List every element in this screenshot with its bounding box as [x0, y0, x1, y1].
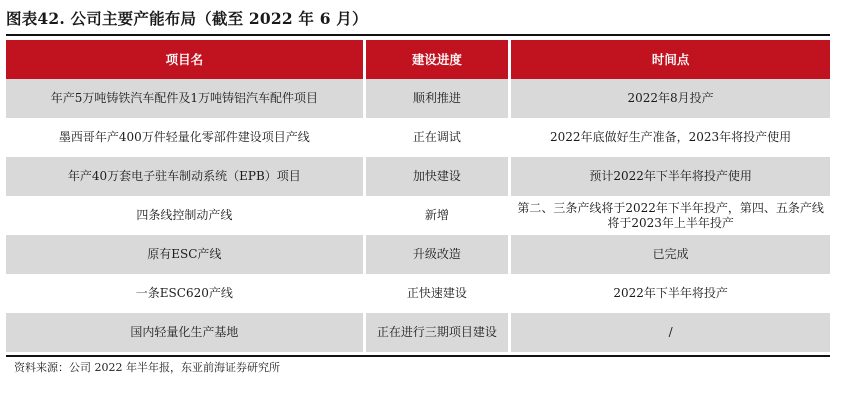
table-row	[6, 118, 830, 157]
time-cell: 2022年下半年将投产	[511, 274, 830, 313]
time-cell-line-2: 将于2023年上半年投产	[607, 215, 734, 230]
bottom-rule	[6, 355, 830, 357]
progress-cell: 升级改造	[366, 235, 508, 274]
table-row	[6, 235, 830, 274]
table-row	[6, 157, 830, 196]
progress-cell: 正快速建设	[366, 274, 508, 313]
project-name-cell: 一条ESC620产线	[6, 274, 363, 313]
capacity-table	[6, 40, 830, 352]
figure-title: 图表42. 公司主要产能布局（截至 2022 年 6 月）	[6, 9, 368, 28]
progress-cell: 正在进行三期项目建设	[366, 313, 508, 352]
source-note: 资料来源：公司 2022 年半年报，东亚前海证券研究所	[14, 361, 280, 374]
project-name-cell: 年产5万吨铸铁汽车配件及1万吨铸铝汽车配件项目	[6, 79, 363, 118]
header-progress: 建设进度	[366, 40, 508, 79]
progress-cell: 新增	[366, 196, 508, 235]
header-project-name: 项目名	[6, 40, 363, 79]
project-name-cell: 墨西哥年产400万件轻量化零部件建设项目产线	[6, 118, 363, 157]
table-row	[6, 196, 830, 235]
time-cell: 2022年底做好生产准备，2023年将投产使用	[511, 118, 830, 157]
time-cell	[511, 196, 830, 235]
table-row	[6, 274, 830, 313]
title-rule	[6, 34, 830, 36]
progress-cell: 正在调试	[366, 118, 508, 157]
time-cell: /	[511, 313, 830, 352]
time-cell: 已完成	[511, 235, 830, 274]
time-cell: 预计2022年下半年将投产使用	[511, 157, 830, 196]
table-row	[6, 313, 830, 352]
time-cell: 2022年8月投产	[511, 79, 830, 118]
progress-cell: 加快建设	[366, 157, 508, 196]
project-name-cell: 四条线控制动产线	[6, 196, 363, 235]
header-time: 时间点	[511, 40, 830, 79]
project-name-cell: 国内轻量化生产基地	[6, 313, 363, 352]
project-name-cell: 原有ESC产线	[6, 235, 363, 274]
table-row	[6, 79, 830, 118]
time-cell-line-1: 第二、三条产线将于2022年下半年投产，第四、五条产线	[517, 200, 824, 215]
project-name-cell: 年产40万套电子驻车制动系统（EPB）项目	[6, 157, 363, 196]
progress-cell: 顺利推进	[366, 79, 508, 118]
table-header-row	[6, 40, 830, 79]
